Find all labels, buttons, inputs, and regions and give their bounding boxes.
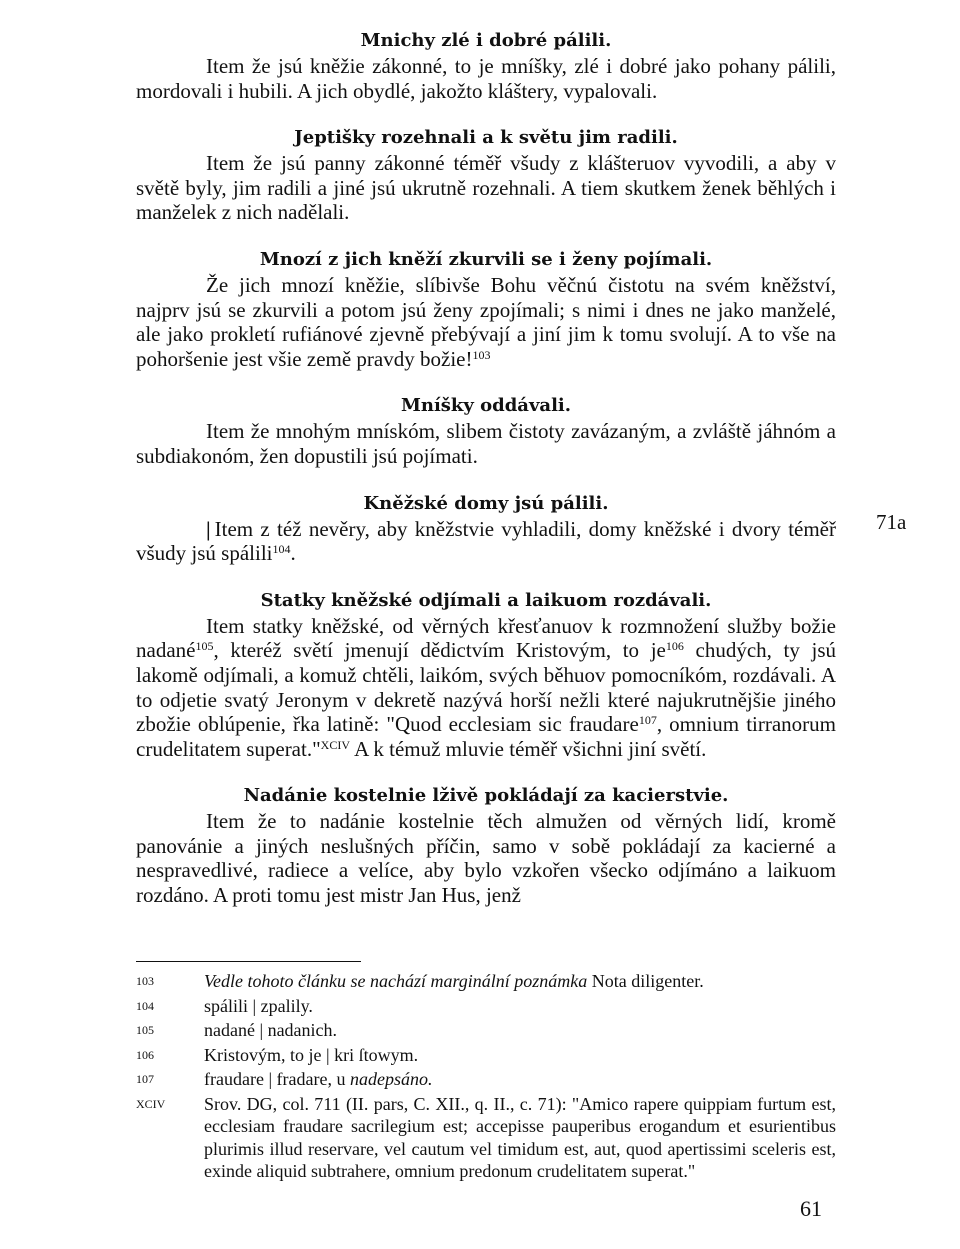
footnote-ref: 106 — [665, 639, 684, 654]
section-heading: Kněžské domy jsú pálili. — [363, 492, 609, 514]
section-heading: Jeptišky rozehnali a k světu jim radili. — [294, 127, 678, 149]
footnote-ref: XCIV — [320, 737, 351, 752]
section-heading: Mnozí z jich kněží zkurvili se i ženy pojímali. — [259, 248, 713, 270]
paragraph-text: Item z též nevěry, aby kněžstvie vyhladili, domy kněžské i dvory téměř všudy jsú spálili — [136, 516, 836, 566]
section-3 — [136, 247, 836, 371]
section-paragraph: Item že to nadánie kostelnie těch almužen od věrných lidí, kromě panovánie a jiných neslušných příčin, samo v sobě pokládají za kacierné a nespravedlivé, radiece a velíce, aby bylo vzkořen všecko odjímáno a laikuom rozdáno. A proti tomu jest mistr Jan Hus, jenž — [136, 809, 836, 908]
section-heading: Nadánie kostelnie lživě pokládají za kacierstvie. — [243, 785, 729, 807]
section-heading: Mníšky oddávali. — [400, 395, 572, 417]
page-number: 61 — [800, 1196, 822, 1221]
footnotes — [136, 970, 836, 1185]
footnote — [136, 1093, 836, 1183]
footnote-plain: fraudare | fradare, u — [204, 1069, 351, 1089]
footnote-text: nadané | nadanich. — [204, 1020, 338, 1040]
footnote-ref: 103 — [472, 347, 491, 362]
paragraph-text: Že jich mnozí kněžie, slíbivše Bohu věčnú čistotu na svém kněžství, najprv jsú se zkurvili a potom jsú ženy zpojímali; s nimi i dnes ne jako manželé, ale jako prokletí rufiánové zjevně přebývají a jiní jim k tomu svolují. A to vše na pohoršenie jest všie země pravdy božie! — [136, 272, 836, 371]
footnote-ref: 104 — [272, 542, 291, 557]
paragraph-text: , kteréž světí jmenují dědictvím Kristovým, to je — [213, 638, 666, 663]
footnote-italic: nadepsáno. — [350, 1069, 433, 1089]
folio-bar-mark: | — [206, 516, 211, 541]
folio-margin-note: 71a — [876, 510, 907, 534]
paragraph-text: chudých, ty jsú lakomě odjímali, a komuž chtěli, laikóm, svých běhuov pomocníkóm, rozdávali. A to odjetie svatý Jeronym v dekretě nazývá horší nežli které najukrutnějšie jiného zbožie oblúpenie, řka latině: "Quod ecclesiam sic fraudare — [136, 638, 837, 737]
section-2 — [136, 125, 836, 225]
footnote-number: 105 — [136, 1023, 154, 1037]
footnote-number: XCIV — [136, 1096, 166, 1111]
section-paragraph: Item že jsú kněžie zákonné, to je mníšky, zlé i dobré jako pohany pálili, mordovali i hubili. A jich obydlé, jakožto kláštery, vypalovali. — [136, 54, 836, 103]
footnote-text: Kristovým, to je | kri ſtowym. — [204, 1044, 419, 1065]
footnote — [136, 1068, 836, 1091]
footnote-italic: Vedle tohoto článku se nachází marginální poznámka — [204, 971, 588, 991]
footnote — [136, 995, 836, 1018]
section-4 — [136, 393, 836, 468]
paragraph-text-end: . — [290, 541, 296, 566]
footnote-ref: 107 — [638, 713, 657, 728]
footnote-number: 104 — [136, 998, 154, 1013]
section-heading: Statky kněžské odjímali a laikuom rozdávali. — [260, 589, 712, 611]
section-7 — [136, 783, 836, 907]
footnote-number: 103 — [136, 974, 154, 988]
section-6 — [136, 588, 836, 762]
main-text — [136, 28, 836, 930]
footnote — [136, 970, 836, 993]
paragraph-text: , omnium tirranorum crudelitatem superat." — [136, 712, 836, 761]
footnote-text: Srov. DG, col. 711 (II. pars, C. XII., q. II., c. 71): "Amico rapere quippiam furtum est, ecclesiam fraudare sacrilegium est; accepisse pauperibus erogandum et esurientibus plurimis illud reservare, vel cautum vel timidum est, aut, quod apertissimi sceleris est, exinde aliquid subtrahere, omnium predonum crudelitatem superat." — [204, 1093, 836, 1181]
footnote-text — [204, 970, 836, 993]
section-5 — [136, 491, 836, 566]
paragraph-text: Item statky kněžské, od věrných křesťanuov k rozmnožení služby božie nadané — [136, 613, 836, 663]
section-paragraph: Item že jsú panny zákonné téměř všudy z klášteruov vyvodili, a aby v světě byly, jim radili a jiné jsú ukrutně rozehnali. A tiem skutkem ženek běhlých i manželek z nich nadělali. — [136, 151, 836, 225]
footnote-number: 106 — [136, 1047, 154, 1062]
footnote-text — [204, 1068, 836, 1091]
section-paragraph — [136, 273, 836, 371]
footnote — [136, 1044, 836, 1067]
footnote — [136, 1019, 836, 1042]
footnote-number: 107 — [136, 1072, 154, 1086]
footnote-plain: Nota diligenter. — [587, 971, 704, 991]
section-1 — [136, 28, 836, 103]
footnote-separator — [136, 961, 361, 962]
footnote-text: spálili | zpalily. — [204, 995, 313, 1016]
footnote-ref: 105 — [195, 639, 214, 654]
section-heading: Mnichy zlé i dobré pálili. — [360, 30, 612, 51]
section-paragraph — [136, 517, 836, 566]
section-paragraph — [136, 614, 836, 762]
paragraph-text: A k témuž mluvie téměř všichni jiní světí. — [350, 736, 707, 761]
section-paragraph: Item že mnohým mnískóm, slibem čistoty zavázaným, a zvláště jáhnóm a subdiakonóm, žen dopustili jsú pojímati. — [136, 419, 836, 468]
